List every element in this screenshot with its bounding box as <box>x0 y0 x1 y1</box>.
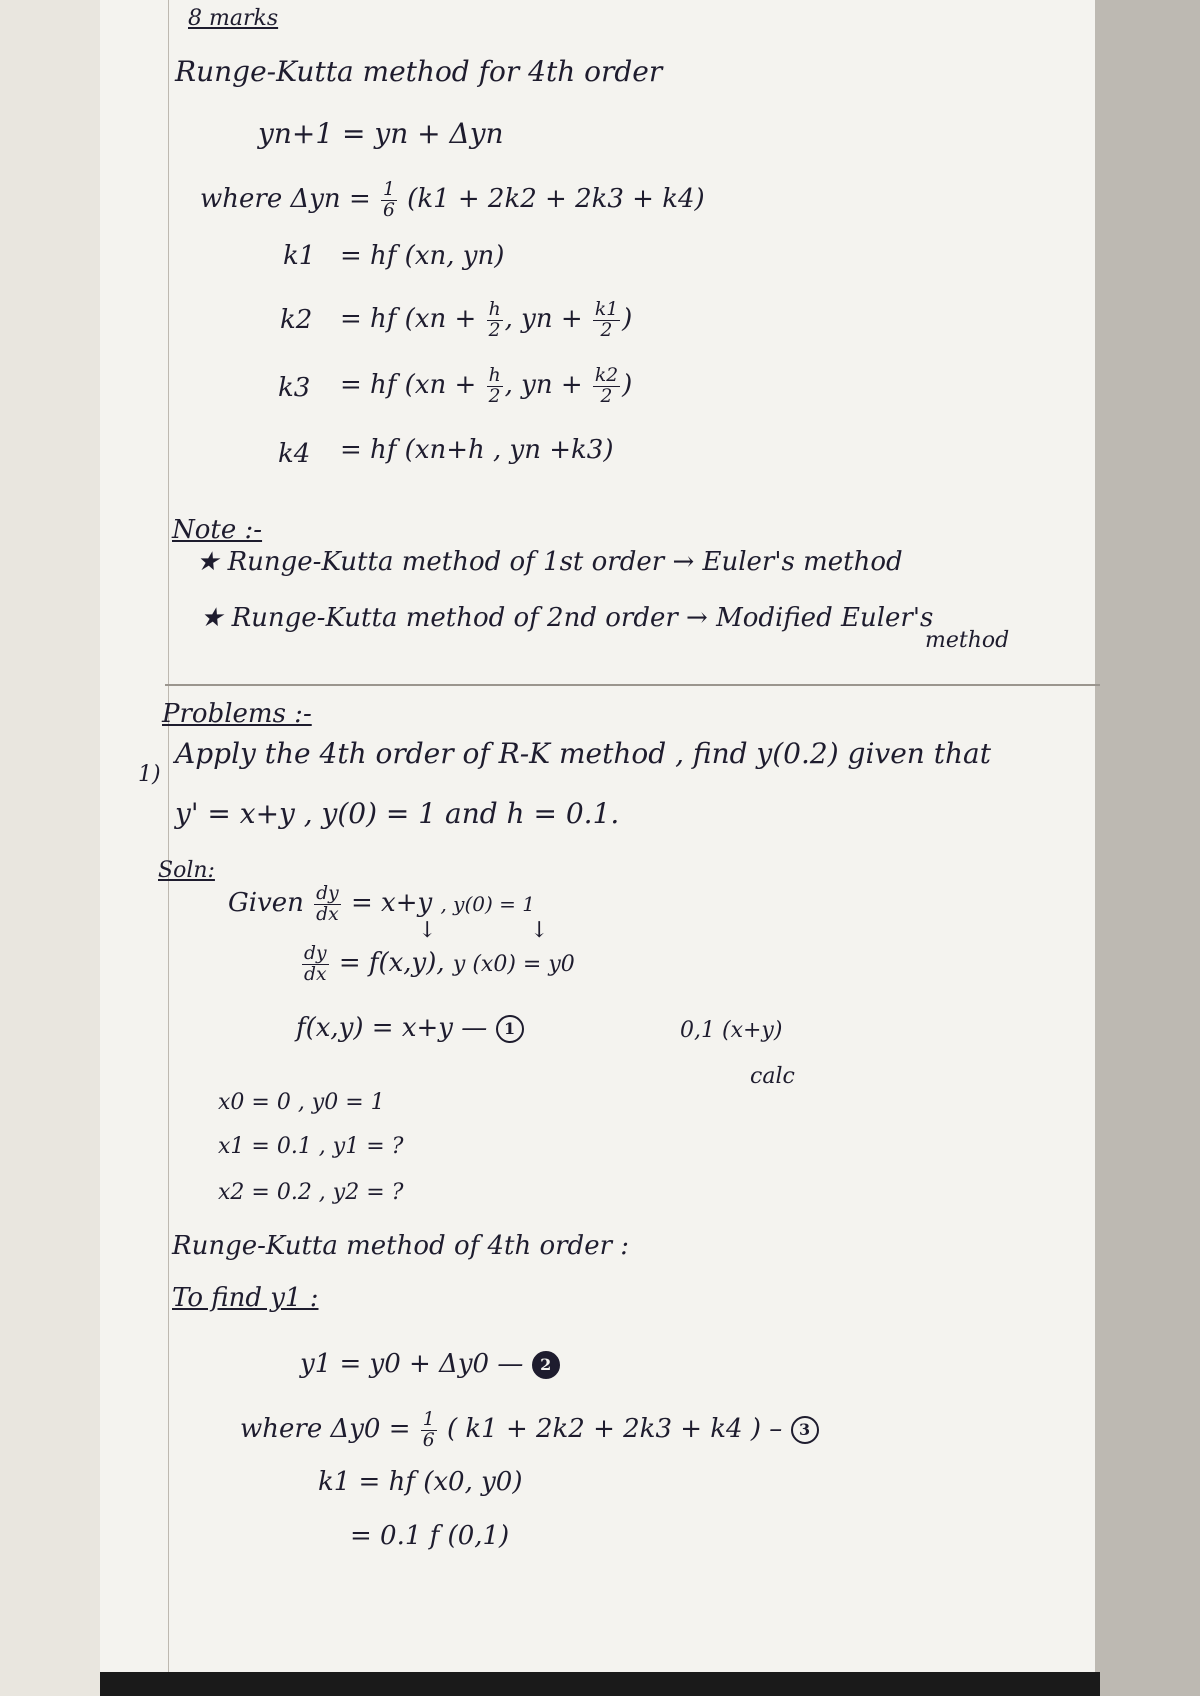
note-2-continued: method <box>925 628 1010 653</box>
frac-num: k1 <box>594 299 619 320</box>
k2-label: k2 <box>280 305 313 335</box>
equation-number-1: 1 <box>496 1015 524 1043</box>
x0-line: x0 = 0 , y0 = 1 <box>218 1090 385 1115</box>
frac-num: 1 <box>422 1409 435 1430</box>
y1-equation-text: y1 = y0 + Δy0 — <box>300 1349 532 1379</box>
k3-post: ) <box>622 370 633 401</box>
down-arrow-icon: ↓ <box>530 918 549 943</box>
to-find-label: To find y1 : <box>172 1283 319 1313</box>
frac-num: k2 <box>594 365 619 386</box>
k4-label: k4 <box>278 439 311 469</box>
problem-number: 1) <box>138 762 161 787</box>
k2-formula <box>340 300 632 340</box>
where-rest: (k1 + 2k2 + 2k3 + k4) <box>407 184 705 215</box>
side-note-2: calc <box>750 1064 795 1089</box>
k3-h-fraction <box>487 366 503 406</box>
initial-condition-mapping: y (x0) = y0 <box>452 952 575 978</box>
where2-label: where Δy0 = <box>240 1414 411 1445</box>
rk-heading: Runge-Kutta method of 4th order : <box>172 1231 630 1261</box>
given-label: Given <box>228 888 304 919</box>
equation-number-2: 2 <box>532 1351 560 1379</box>
x1-line: x1 = 0.1 , y1 = ? <box>218 1134 404 1159</box>
frac-den: dx <box>316 903 339 925</box>
f-definition-text: f(x,y) = x+y — <box>296 1013 496 1043</box>
solution-label: Soln: <box>158 858 215 883</box>
k4-formula: = hf (xn+h , yn +k3) <box>340 435 614 465</box>
frac-den: 2 <box>488 319 501 341</box>
k2-post: ) <box>622 304 633 335</box>
frac-num: 1 <box>383 179 395 200</box>
formula-main: yn+1 = yn + Δyn <box>258 117 504 150</box>
k1-formula: = hf (xn, yn) <box>340 241 505 271</box>
one-sixth-fraction <box>381 180 397 220</box>
where2-line <box>240 1410 819 1450</box>
x2-line: x2 = 0.2 , y2 = ? <box>218 1180 404 1205</box>
title: Runge-Kutta method for 4th order <box>175 55 663 88</box>
dydx-fraction <box>302 944 329 984</box>
note-label: Note :- <box>172 515 263 545</box>
y1-equation <box>300 1350 560 1380</box>
section-divider <box>165 684 1100 686</box>
k3-formula <box>340 366 632 406</box>
frac-num: dy <box>316 883 339 904</box>
one-sixth-fraction <box>421 1410 437 1450</box>
frac-den: 6 <box>383 199 395 221</box>
k1-label: k1 <box>283 241 316 271</box>
given-initial-condition: , y(0) = 1 <box>440 892 535 917</box>
fxy-rhs: = f(x,y), <box>338 948 445 979</box>
problem-line-2: y' = x+y , y(0) = 1 and h = 0.1. <box>175 797 620 830</box>
given-line <box>228 884 535 924</box>
k2-pre: = hf (xn + <box>340 304 477 335</box>
k3-label: k3 <box>278 373 311 403</box>
k1-calc-2: = 0.1 f (0,1) <box>350 1521 510 1551</box>
f-definition <box>296 1014 524 1044</box>
bottom-shadow <box>100 1672 1100 1696</box>
frac-den: 6 <box>422 1429 435 1451</box>
frac-den: 2 <box>600 319 613 341</box>
equation-number-3: 3 <box>791 1416 819 1444</box>
frac-den: 2 <box>600 385 613 407</box>
side-note-1: 0,1 (x+y) <box>680 1018 783 1043</box>
dydx-fraction <box>314 884 341 924</box>
frac-num: h <box>488 365 501 386</box>
note-2: ★ Runge-Kutta method of 2nd order → Modified Euler's <box>200 603 934 633</box>
k3-mid: , yn + <box>504 370 583 401</box>
where-line <box>200 180 705 220</box>
where-label: where Δyn = <box>200 184 371 215</box>
frac-den: 2 <box>488 385 501 407</box>
page-edge <box>1095 0 1200 1696</box>
down-arrow-icon: ↓ <box>418 918 437 943</box>
problem-line-1: Apply the 4th order of R-K method , find y(0.2) given that <box>175 737 991 770</box>
k2-h-fraction <box>487 300 503 340</box>
k2-mid: , yn + <box>504 304 583 335</box>
fxy-line <box>300 944 575 984</box>
k1-calc-1: k1 = hf (x0, y0) <box>318 1467 523 1497</box>
frac-num: dy <box>304 943 327 964</box>
k2-k1-fraction <box>593 300 620 340</box>
k3-k2-fraction <box>593 366 620 406</box>
margin-line <box>168 0 169 1696</box>
given-rhs: = x+y <box>350 888 433 919</box>
k3-pre: = hf (xn + <box>340 370 477 401</box>
frac-num: h <box>488 299 501 320</box>
frac-den: dx <box>304 963 327 985</box>
where2-rest: ( k1 + 2k2 + 2k3 + k4 ) – <box>446 1414 791 1445</box>
note-1: ★ Runge-Kutta method of 1st order → Euler's method <box>196 547 903 577</box>
problems-label: Problems :- <box>162 699 312 729</box>
marks-label: 8 marks <box>188 6 279 31</box>
